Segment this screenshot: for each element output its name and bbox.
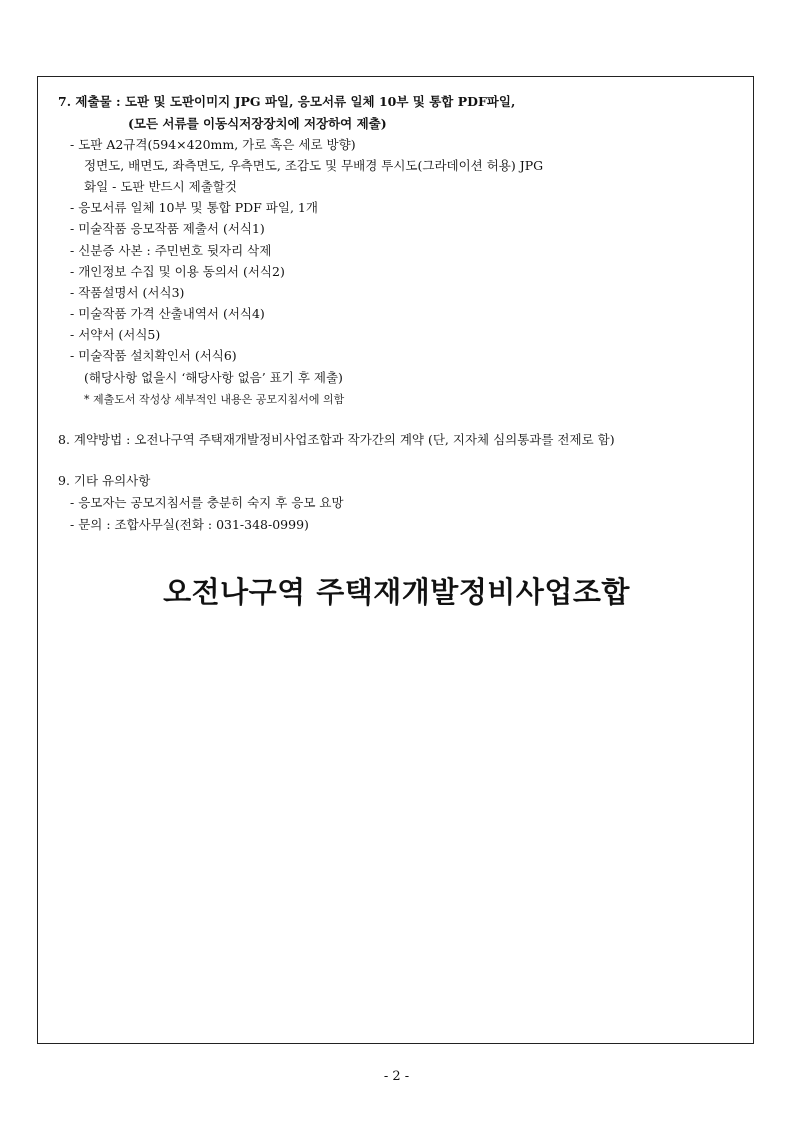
list-item: - 문의 : 조합사무실(전화 : 031-348-0999)	[70, 517, 309, 532]
section8-text: 8. 계약방법 : 오전나구역 주택재개발정비사업조합과 작가간의 계약 (단, 지자체 심의통과를 전제로 함)	[58, 432, 615, 447]
list-item: - 도판 A2규격(594×420mm, 가로 혹은 세로 방향)	[70, 137, 356, 152]
organization-name: 오전나구역 주택재개발정비사업조합	[163, 575, 630, 609]
list-item: - 미술작품 응모작품 제출서 (서식1)	[70, 221, 265, 236]
section9-title: 9. 기타 유의사항	[58, 473, 151, 488]
list-item: - 작품설명서 (서식3)	[70, 285, 185, 300]
page-number: - 2 -	[383, 1069, 410, 1084]
list-item: - 미술작품 설치확인서 (서식6)	[70, 348, 237, 363]
list-item: - 개인정보 수집 및 이용 동의서 (서식2)	[70, 264, 285, 279]
list-item: 정면도, 배면도, 좌측면도, 우측면도, 조감도 및 무배경 투시도(그라데이션 허용) JPG	[84, 158, 544, 173]
list-item: - 응모서류 일체 10부 및 통합 PDF 파일, 1개	[70, 200, 318, 215]
section7-title-line2: (모든 서류를 이동식저장장치에 저장하여 제출)	[128, 116, 387, 131]
list-item: (해당사항 없을시 ‘해당사항 없음’ 표기 후 제출)	[84, 370, 343, 385]
list-item: - 신분증 사본 : 주민번호 뒷자리 삭제	[70, 243, 272, 258]
section7-title-line1: 7. 제출물 : 도판 및 도판이미지 JPG 파일, 응모서류 일체 10부 및 통합 PDF파일,	[58, 94, 516, 109]
list-item: - 미술작품 가격 산출내역서 (서식4)	[70, 306, 265, 321]
list-item: 화일 - 도판 반드시 제출할것	[84, 179, 237, 194]
section7-note: * 제출도서 작성상 세부적인 내용은 공모지침서에 의함	[84, 393, 345, 406]
list-item: - 서약서 (서식5)	[70, 327, 161, 342]
list-item: - 응모자는 공모지침서를 충분히 숙지 후 응모 요망	[70, 495, 344, 510]
